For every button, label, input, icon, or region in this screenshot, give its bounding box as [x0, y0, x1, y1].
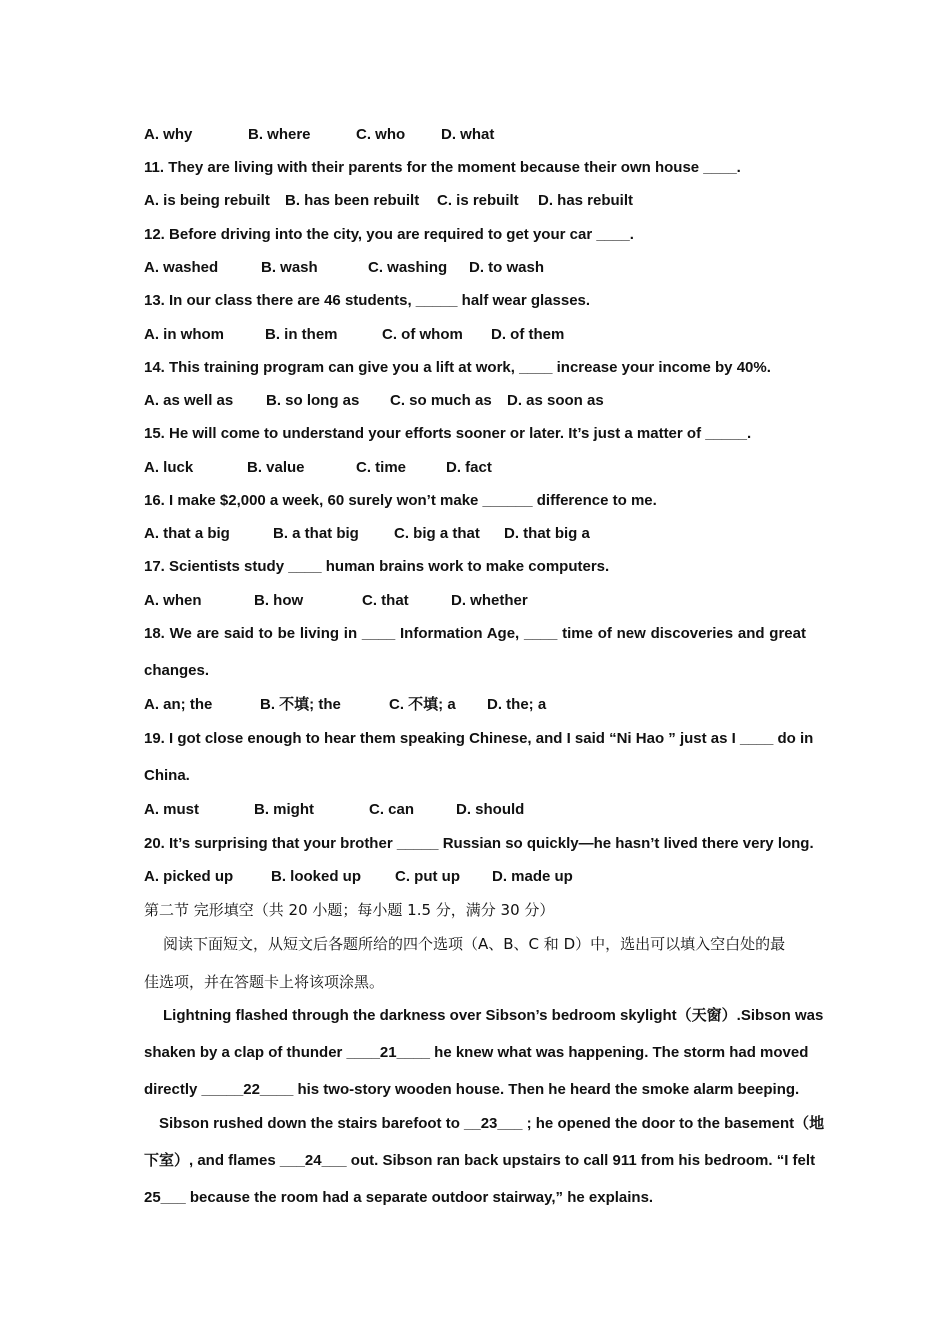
passage-p2-line3 — [144, 1188, 653, 1208]
q19-option-b: B. might — [254, 801, 314, 818]
q19-stem-line1: 19. I got close enough to hear them speaking Chinese, and I said “Ni Hao ” just as I ____ do in — [144, 730, 814, 747]
q18-stem-line2: changes. — [144, 662, 210, 679]
blank-23: __23___ — [464, 1115, 523, 1132]
q18-option-b: B. 不填; the — [260, 696, 341, 713]
q12-option-a: A. washed — [144, 259, 219, 276]
q10-option-b: B. where — [248, 126, 311, 143]
passage-text: directly — [144, 1081, 202, 1098]
passage-p2-line1 — [159, 1114, 825, 1134]
section2-heading: 第二节 完形填空（共 20 小题；每小题 1.5 分，满分 30 分） — [144, 901, 555, 919]
passage-p1-line2 — [144, 1043, 809, 1063]
q11-option-c: C. is rebuilt — [437, 192, 519, 209]
q14-option-d: D. as soon as — [507, 392, 604, 409]
q18-stem-line1: 18. We are said to be living in ____ Information Age, ____ time of new discoveries and great — [144, 625, 806, 642]
q12-option-b: B. wash — [261, 259, 318, 276]
passage-text: ; he opened the door to the basement（地 — [522, 1115, 825, 1132]
q16-option-c: C. big a that — [394, 525, 480, 542]
q20-option-c: C. put up — [395, 868, 460, 885]
q20-option-a: A. picked up — [144, 868, 234, 885]
passage-text: Sibson rushed down the stairs barefoot to — [159, 1115, 465, 1132]
section2-instruction-line2: 佳选项，并在答题卡上将该项涂黑。 — [144, 973, 385, 991]
q17-option-d: D. whether — [451, 592, 528, 609]
q14-option-a: A. as well as — [144, 392, 234, 409]
q15-stem: 15. He will come to understand your efforts sooner or later. It’s just a matter of _____. — [144, 425, 752, 442]
q13-option-b: B. in them — [265, 326, 338, 343]
q15-option-c: C. time — [356, 459, 407, 476]
q15-option-a: A. luck — [144, 459, 194, 476]
q18-option-d: D. the; a — [487, 696, 547, 713]
q12-option-d: D. to wash — [469, 259, 545, 276]
passage-text: he knew what was happening. The storm had moved — [429, 1044, 809, 1061]
q10-option-a: A. why — [144, 126, 193, 143]
q19-option-a: A. must — [144, 801, 200, 818]
passage-p1-line1: Lightning flashed through the darkness over Sibson’s bedroom skylight（天窗）.Sibson was — [163, 1007, 824, 1024]
q19-stem-line2: China. — [144, 767, 190, 784]
passage-text: shaken by a clap of thunder — [144, 1044, 347, 1061]
blank-21: ____21____ — [346, 1044, 430, 1061]
q19-option-d: D. should — [456, 801, 525, 818]
q11-option-d: D. has rebuilt — [538, 192, 634, 209]
q16-stem: 16. I make $2,000 a week, 60 surely won’t make ______ difference to me. — [144, 492, 657, 509]
q20-option-b: B. looked up — [271, 868, 361, 885]
q11-stem: 11. They are living with their parents for the moment because their own house ____. — [144, 159, 741, 176]
q14-option-c: C. so much as — [390, 392, 492, 409]
q17-stem: 17. Scientists study ____ human brains work to make computers. — [144, 558, 610, 575]
q15-option-d: D. fact — [446, 459, 492, 476]
q13-stem: 13. In our class there are 46 students, _____ half wear glasses. — [144, 292, 591, 309]
q13-option-c: C. of whom — [382, 326, 463, 343]
q17-option-a: A. when — [144, 592, 202, 609]
q10-option-c: C. who — [356, 126, 406, 143]
q12-option-c: C. washing — [368, 259, 448, 276]
q20-option-d: D. made up — [492, 868, 573, 885]
q17-option-b: B. how — [254, 592, 304, 609]
passage-text: 下室）, and flames — [144, 1152, 280, 1169]
q17-option-c: C. that — [362, 592, 409, 609]
q11-option-a: A. is being rebuilt — [144, 192, 270, 209]
q14-option-b: B. so long as — [266, 392, 360, 409]
q16-option-d: D. that big a — [504, 525, 590, 542]
q13-option-a: A. in whom — [144, 326, 224, 343]
blank-25: 25___ — [144, 1189, 186, 1206]
q20-stem: 20. It’s surprising that your brother _____ Russian so quickly—he hasn’t lived there very long. — [144, 835, 814, 852]
q14-stem: 14. This training program can give you a lift at work, ____ increase your income by 40%. — [144, 359, 771, 376]
passage-p2-line2 — [144, 1151, 816, 1171]
passage-p1-line3 — [144, 1080, 799, 1100]
q19-option-c: C. can — [369, 801, 415, 818]
q13-option-d: D. of them — [491, 326, 565, 343]
blank-22: _____22____ — [201, 1081, 294, 1098]
q18-option-c: C. 不填; a — [389, 696, 456, 713]
q18-option-a: A. an; the — [144, 696, 213, 713]
passage-text: out. Sibson ran back upstairs to call 911 from his bedroom. “I felt — [346, 1152, 816, 1169]
passage-text: because the room had a separate outdoor stairway,” he explains. — [185, 1189, 654, 1206]
q16-option-a: A. that a big — [144, 525, 230, 542]
q12-stem: 12. Before driving into the city, you are required to get your car ____. — [144, 226, 634, 243]
blank-24: ___24___ — [279, 1152, 347, 1169]
q11-option-b: B. has been rebuilt — [285, 192, 420, 209]
section2-instruction-line1: 阅读下面短文，从短文后各题所给的四个选项（A、B、C 和 D）中，选出可以填入空白处的最 — [163, 935, 786, 953]
q16-option-b: B. a that big — [273, 525, 359, 542]
q10-option-d: D. what — [441, 126, 495, 143]
q15-option-b: B. value — [247, 459, 305, 476]
passage-text: his two-story wooden house. Then he heard the smoke alarm beeping. — [293, 1081, 800, 1098]
